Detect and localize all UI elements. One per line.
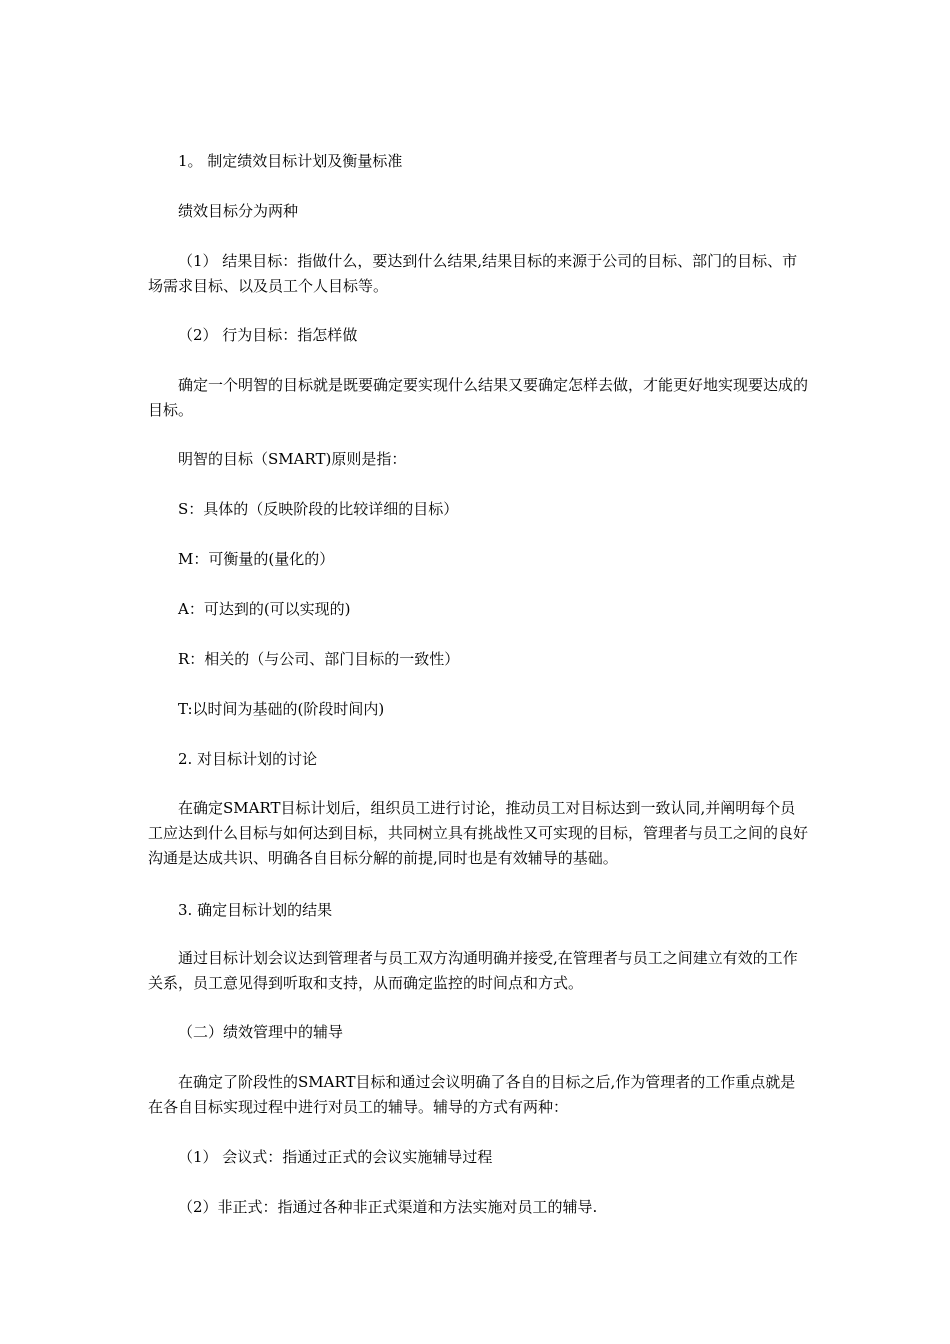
heading-coaching: （二）绩效管理中的辅导: [178, 1023, 344, 1041]
paragraph-behavior-goal: （2） 行为目标：指怎样做: [178, 326, 358, 344]
smart-item-r: R：相关的（与公司、部门目标的一致性）: [178, 650, 460, 668]
paragraph-coaching-body: 在确定了阶段性的SMART目标和通过会议明确了各自的目标之后,作为管理者的工作重点就是在各自目标实现过程中进行对员工的辅导。辅导的方式有两种：: [148, 1073, 796, 1116]
paragraph-discussion-body: 在确定SMART目标计划后，组织员工进行讨论，推动员工对目标达到一致认同,并阐明每个员工应达到什么目标与如何达到目标，共同树立具有挑战性又可实现的目标，管理者与员工之间的良好沟通是达成共识、明确各自目标分解的前提,同时也是有效辅导的基础。: [148, 799, 809, 867]
paragraph-smart-principle: 明智的目标（SMART)原则是指：: [178, 450, 407, 468]
coaching-method-informal: （2）非正式：指通过各种非正式渠道和方法实施对员工的辅导.: [178, 1198, 598, 1216]
coaching-method-meeting: （1） 会议式：指通过正式的会议实施辅导过程: [178, 1148, 493, 1166]
smart-item-t: T:以时间为基础的(阶段时间内): [178, 700, 385, 718]
paragraph-smart-intro: 确定一个明智的目标就是既要确定要实现什么结果又要确定怎样去做，才能更好地实现要达成的目标。: [148, 376, 809, 419]
smart-item-s: S：具体的（反映阶段的比较详细的目标）: [178, 500, 459, 518]
heading-3-goal-result: 3. 确定目标计划的结果: [178, 901, 333, 919]
heading-2-goal-discussion: 2. 对目标计划的讨论: [178, 750, 318, 768]
smart-item-m: M：可衡量的(量化的）: [178, 550, 335, 568]
paragraph-result-goal: （1） 结果目标：指做什么，要达到什么结果,结果目标的来源于公司的目标、部门的目标、市场需求目标、以及员工个人目标等。: [148, 252, 798, 295]
heading-1-goal-plan: 1。 制定绩效目标计划及衡量标准: [178, 152, 403, 170]
paragraph-goal-types: 绩效目标分为两种: [178, 202, 299, 220]
paragraph-result-body: 通过目标计划会议达到管理者与员工双方沟通明确并接受,在管理者与员工之间建立有效的工作关系，员工意见得到听取和支持，从而确定监控的时间点和方式。: [148, 949, 798, 992]
smart-item-a: A：可达到的(可以实现的): [178, 600, 351, 618]
